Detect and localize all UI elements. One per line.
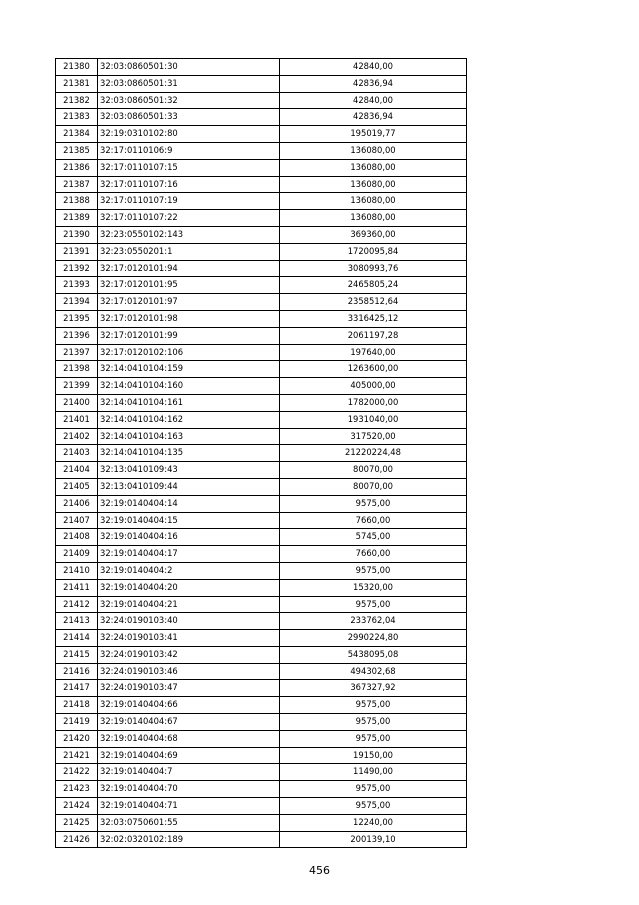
value-cell: 9575,00 (280, 596, 467, 613)
cadastral-number-cell: 32:03:0860501:32 (98, 92, 280, 109)
cadastral-number-cell: 32:17:0120101:98 (98, 310, 280, 327)
row-number-cell: 21410 (56, 562, 98, 579)
row-number-cell: 21395 (56, 310, 98, 327)
cadastral-number-cell: 32:19:0140404:68 (98, 730, 280, 747)
cadastral-number-cell: 32:19:0140404:71 (98, 798, 280, 815)
cadastral-number-cell: 32:14:0410104:162 (98, 411, 280, 428)
cadastral-number-cell: 32:17:0110107:15 (98, 159, 280, 176)
cadastral-number-cell: 32:19:0140404:16 (98, 529, 280, 546)
cadastral-number-cell: 32:17:0120102:106 (98, 344, 280, 361)
table-row (56, 243, 467, 260)
table-row (56, 613, 467, 630)
row-number-cell: 21388 (56, 193, 98, 210)
table-row (56, 680, 467, 697)
cadastral-number-cell: 32:19:0140404:20 (98, 579, 280, 596)
row-number-cell: 21401 (56, 411, 98, 428)
cadastral-number-cell: 32:17:0110106:9 (98, 142, 280, 159)
table-row (56, 109, 467, 126)
table-row (56, 529, 467, 546)
table-row (56, 260, 467, 277)
value-cell: 11490,00 (280, 764, 467, 781)
cadastral-number-cell: 32:13:0410109:43 (98, 462, 280, 479)
cadastral-number-cell: 32:17:0110107:22 (98, 210, 280, 227)
value-cell: 136080,00 (280, 142, 467, 159)
table-row (56, 411, 467, 428)
cadastral-number-cell: 32:14:0410104:161 (98, 394, 280, 411)
value-cell: 197640,00 (280, 344, 467, 361)
table-row (56, 394, 467, 411)
value-cell: 195019,77 (280, 126, 467, 143)
value-cell: 9575,00 (280, 781, 467, 798)
row-number-cell: 21385 (56, 142, 98, 159)
value-cell: 369360,00 (280, 226, 467, 243)
value-cell: 19150,00 (280, 747, 467, 764)
table-row (56, 75, 467, 92)
table-row (56, 462, 467, 479)
value-cell: 7660,00 (280, 546, 467, 563)
value-cell: 9575,00 (280, 495, 467, 512)
value-cell: 12240,00 (280, 814, 467, 831)
row-number-cell: 21406 (56, 495, 98, 512)
row-number-cell: 21422 (56, 764, 98, 781)
value-cell: 1782000,00 (280, 394, 467, 411)
table-row (56, 142, 467, 159)
row-number-cell: 21392 (56, 260, 98, 277)
table-row (56, 764, 467, 781)
value-cell: 405000,00 (280, 378, 467, 395)
value-cell: 42840,00 (280, 59, 467, 76)
row-number-cell: 21421 (56, 747, 98, 764)
row-number-cell: 21407 (56, 512, 98, 529)
row-number-cell: 21380 (56, 59, 98, 76)
cadastral-number-cell: 32:03:0860501:30 (98, 59, 280, 76)
value-cell: 5438095,08 (280, 646, 467, 663)
cadastral-number-cell: 32:19:0140404:17 (98, 546, 280, 563)
value-cell: 15320,00 (280, 579, 467, 596)
value-cell: 7660,00 (280, 512, 467, 529)
cadastral-number-cell: 32:17:0120101:94 (98, 260, 280, 277)
row-number-cell: 21423 (56, 781, 98, 798)
table-row (56, 210, 467, 227)
row-number-cell: 21419 (56, 714, 98, 731)
row-number-cell: 21391 (56, 243, 98, 260)
cadastral-number-cell: 32:24:0190103:42 (98, 646, 280, 663)
value-cell: 1931040,00 (280, 411, 467, 428)
row-number-cell: 21396 (56, 327, 98, 344)
cadastral-number-cell: 32:02:0320102:189 (98, 831, 280, 848)
value-cell: 494302,68 (280, 663, 467, 680)
table-row (56, 646, 467, 663)
row-number-cell: 21402 (56, 428, 98, 445)
cadastral-number-cell: 32:19:0140404:70 (98, 781, 280, 798)
row-number-cell: 21424 (56, 798, 98, 815)
value-cell: 9575,00 (280, 697, 467, 714)
table-row (56, 579, 467, 596)
cadastral-number-cell: 32:03:0860501:31 (98, 75, 280, 92)
table-row (56, 831, 467, 848)
row-number-cell: 21404 (56, 462, 98, 479)
row-number-cell: 21416 (56, 663, 98, 680)
row-number-cell: 21408 (56, 529, 98, 546)
cadastral-number-cell: 32:24:0190103:47 (98, 680, 280, 697)
row-number-cell: 21417 (56, 680, 98, 697)
value-cell: 1263600,00 (280, 361, 467, 378)
value-cell: 5745,00 (280, 529, 467, 546)
table-row (56, 781, 467, 798)
value-cell: 233762,04 (280, 613, 467, 630)
value-cell: 9575,00 (280, 798, 467, 815)
row-number-cell: 21418 (56, 697, 98, 714)
value-cell: 2358512,64 (280, 294, 467, 311)
value-cell: 9575,00 (280, 562, 467, 579)
table-row (56, 126, 467, 143)
table-row (56, 630, 467, 647)
row-number-cell: 21394 (56, 294, 98, 311)
value-cell: 136080,00 (280, 176, 467, 193)
table-row (56, 428, 467, 445)
cadastral-number-cell: 32:14:0410104:135 (98, 445, 280, 462)
row-number-cell: 21411 (56, 579, 98, 596)
value-cell: 2990224,80 (280, 630, 467, 647)
value-cell: 3080993,76 (280, 260, 467, 277)
row-number-cell: 21386 (56, 159, 98, 176)
row-number-cell: 21405 (56, 478, 98, 495)
cadastral-number-cell: 32:03:0860501:33 (98, 109, 280, 126)
cadastral-number-cell: 32:14:0410104:159 (98, 361, 280, 378)
value-cell: 80070,00 (280, 462, 467, 479)
row-number-cell: 21414 (56, 630, 98, 647)
cadastral-number-cell: 32:17:0110107:16 (98, 176, 280, 193)
table-row (56, 59, 467, 76)
table-row (56, 798, 467, 815)
row-number-cell: 21425 (56, 814, 98, 831)
value-cell: 136080,00 (280, 159, 467, 176)
value-cell: 136080,00 (280, 193, 467, 210)
value-cell: 21220224,48 (280, 445, 467, 462)
cadastral-number-cell: 32:19:0140404:66 (98, 697, 280, 714)
row-number-cell: 21384 (56, 126, 98, 143)
table-row (56, 562, 467, 579)
cadastral-number-cell: 32:24:0190103:40 (98, 613, 280, 630)
row-number-cell: 21387 (56, 176, 98, 193)
value-cell: 9575,00 (280, 714, 467, 731)
row-number-cell: 21393 (56, 277, 98, 294)
value-cell: 42836,94 (280, 109, 467, 126)
table-row (56, 294, 467, 311)
cadastral-number-cell: 32:19:0140404:7 (98, 764, 280, 781)
table-row (56, 495, 467, 512)
table-row (56, 747, 467, 764)
table-row (56, 277, 467, 294)
cadastral-number-cell: 32:19:0140404:15 (98, 512, 280, 529)
value-cell: 2465805,24 (280, 277, 467, 294)
row-number-cell: 21398 (56, 361, 98, 378)
table-row (56, 445, 467, 462)
row-number-cell: 21409 (56, 546, 98, 563)
cadastral-number-cell: 32:23:0550102:143 (98, 226, 280, 243)
row-number-cell: 21397 (56, 344, 98, 361)
table-row (56, 92, 467, 109)
value-cell: 1720095,84 (280, 243, 467, 260)
cadastral-number-cell: 32:03:0750601:55 (98, 814, 280, 831)
row-number-cell: 21383 (56, 109, 98, 126)
table-row (56, 663, 467, 680)
cadastral-number-cell: 32:17:0120101:97 (98, 294, 280, 311)
table-row (56, 478, 467, 495)
value-cell: 136080,00 (280, 210, 467, 227)
value-cell: 200139,10 (280, 831, 467, 848)
cadastral-number-cell: 32:19:0140404:69 (98, 747, 280, 764)
table-row (56, 814, 467, 831)
value-cell: 42836,94 (280, 75, 467, 92)
cadastral-number-cell: 32:24:0190103:46 (98, 663, 280, 680)
row-number-cell: 21413 (56, 613, 98, 630)
table-row (56, 344, 467, 361)
value-cell: 367327,92 (280, 680, 467, 697)
table-row (56, 697, 467, 714)
table-row (56, 193, 467, 210)
table-row (56, 310, 467, 327)
row-number-cell: 21389 (56, 210, 98, 227)
row-number-cell: 21382 (56, 92, 98, 109)
cadastral-number-cell: 32:13:0410109:44 (98, 478, 280, 495)
row-number-cell: 21420 (56, 730, 98, 747)
cadastral-number-cell: 32:17:0120101:99 (98, 327, 280, 344)
row-number-cell: 21390 (56, 226, 98, 243)
cadastral-number-cell: 32:19:0140404:14 (98, 495, 280, 512)
row-number-cell: 21403 (56, 445, 98, 462)
cadastral-number-cell: 32:19:0140404:2 (98, 562, 280, 579)
table-row (56, 512, 467, 529)
value-cell: 317520,00 (280, 428, 467, 445)
value-cell: 80070,00 (280, 478, 467, 495)
table-row (56, 546, 467, 563)
row-number-cell: 21381 (56, 75, 98, 92)
value-cell: 3316425,12 (280, 310, 467, 327)
row-number-cell: 21399 (56, 378, 98, 395)
value-cell: 42840,00 (280, 92, 467, 109)
table-row (56, 361, 467, 378)
cadastral-number-cell: 32:14:0410104:160 (98, 378, 280, 395)
table-row (56, 327, 467, 344)
table-row (56, 714, 467, 731)
table-body (56, 59, 467, 848)
cadastral-number-cell: 32:24:0190103:41 (98, 630, 280, 647)
cadastral-number-cell: 32:23:0550201:1 (98, 243, 280, 260)
row-number-cell: 21426 (56, 831, 98, 848)
table-row (56, 730, 467, 747)
row-number-cell: 21415 (56, 646, 98, 663)
table-row (56, 226, 467, 243)
cadastral-number-cell: 32:19:0140404:21 (98, 596, 280, 613)
row-number-cell: 21412 (56, 596, 98, 613)
row-number-cell: 21400 (56, 394, 98, 411)
page-number: 456 (309, 864, 330, 877)
cadastral-number-cell: 32:19:0140404:67 (98, 714, 280, 731)
value-cell: 2061197,28 (280, 327, 467, 344)
cadastral-value-table (55, 58, 467, 848)
table-row (56, 159, 467, 176)
table-row (56, 596, 467, 613)
cadastral-number-cell: 32:17:0120101:95 (98, 277, 280, 294)
table-row (56, 176, 467, 193)
cadastral-number-cell: 32:19:0310102:80 (98, 126, 280, 143)
table-row (56, 378, 467, 395)
cadastral-number-cell: 32:17:0110107:19 (98, 193, 280, 210)
cadastral-number-cell: 32:14:0410104:163 (98, 428, 280, 445)
value-cell: 9575,00 (280, 730, 467, 747)
